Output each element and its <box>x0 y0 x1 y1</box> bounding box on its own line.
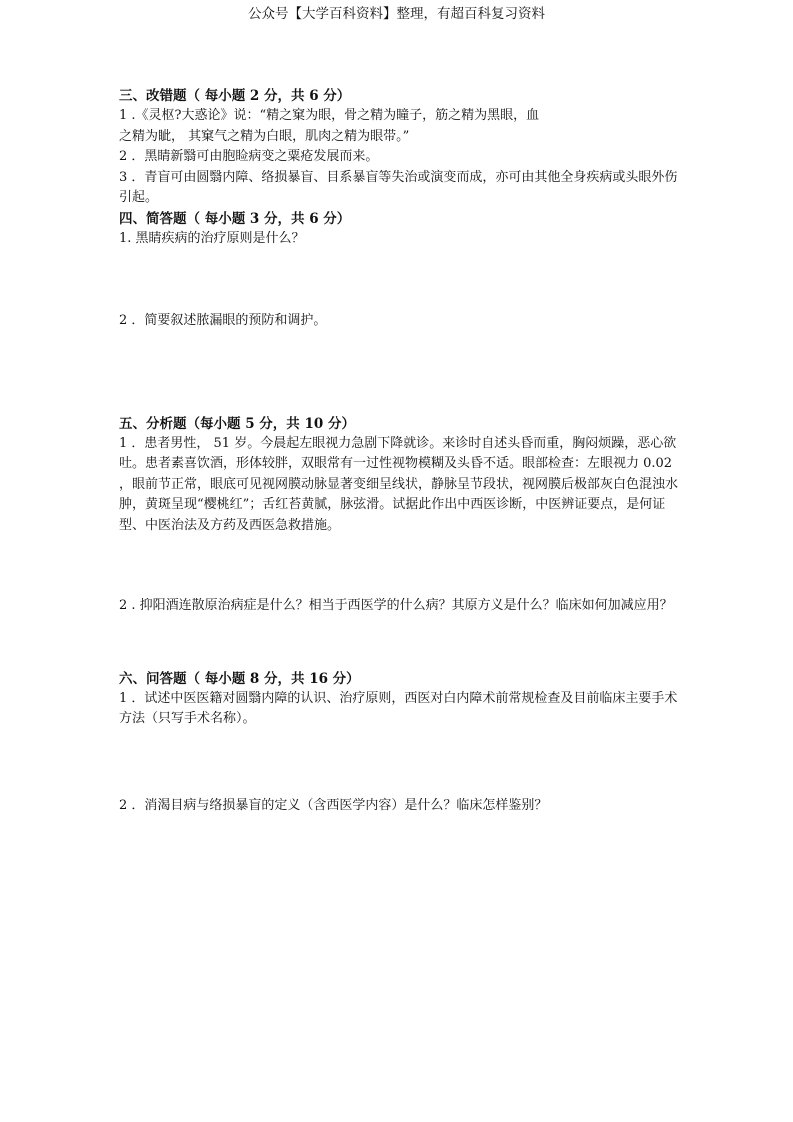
page-header: 公众号【大学百科资料】整理，有超百科复习资料 <box>248 6 545 22</box>
question-text: 1. 黑睛疾病的治疗原则是什么？ <box>119 230 305 246</box>
answer-space <box>119 536 681 596</box>
exam-content <box>119 86 681 816</box>
section-title: 四、简答题（ 每小题 3 分，共 6 分） <box>119 210 351 227</box>
question-text: 之精为眦， 其窠气之精为白眼，肌肉之精为眼带。” <box>119 128 410 144</box>
section-title: 六、问答题（ 每小题 8 分，共 16 分） <box>119 670 360 687</box>
section-title: 五、分析题（每小题 5 分，共 10 分） <box>119 415 355 432</box>
section-short-answer <box>119 209 681 414</box>
section-analysis <box>119 414 681 669</box>
answer-space <box>119 249 681 311</box>
question-text: 2 . 抑阳酒连散原治病症是什么？相当于西医学的什么病？其原方义是什么？临床如何加减应用？ <box>119 598 673 613</box>
answer-space <box>119 617 681 669</box>
question-text: 1 .《灵枢?大惑论》说：“精之窠为眼，骨之精为瞳子，筋之精为黑眼，血 <box>119 108 540 123</box>
section-correction <box>119 86 681 209</box>
question-text: 2 ．简要叙述脓漏眼的预防和调护。 <box>119 313 327 328</box>
section-essay <box>119 669 681 817</box>
question-text: 3 ．青盲可由圆翳内障、络损暴盲、目系暴盲等失治或演变而成，亦可由其他全身疾病或头眼外伤引起。 <box>119 169 678 205</box>
question-text: 2 ．消渴目病与络损暴盲的定义（含西医学内容）是什么？临床怎样鉴别？ <box>119 797 548 813</box>
answer-space <box>119 730 681 796</box>
question-text: 1 ．试述中医医籍对圆翳内障的认识、治疗原则，西医对白内障术前常规检查及目前临床主要手术方法（只写手术名称）。 <box>119 690 678 726</box>
question-text: 1 ．患者男性， 51 岁。今晨起左眼视力急剧下降就诊。来诊时自述头昏而重，胸闷烦躁，恶心欲吐。患者素喜饮酒，形体较胖，双眼常有一过性视物模糊及头昏不适。眼部检查：左眼视力 0.02 ，眼前节正常，眼底可见视网膜动脉显著变细呈线状，静脉呈节段状，视网膜后极部灰白色混浊水肿，黄斑呈现“樱桃红”；舌红苔黄腻，脉弦滑。试据此作出中西医诊断，中医辨证要点，是何证型、中医治法及方药及西医急救措施。 <box>119 435 679 533</box>
answer-space <box>119 332 681 414</box>
question-text: 2 ．黑睛新翳可由胞睑病变之粟疮发展而来。 <box>119 149 379 164</box>
section-title: 三、改错题（ 每小题 2 分，共 6 分） <box>119 88 351 104</box>
